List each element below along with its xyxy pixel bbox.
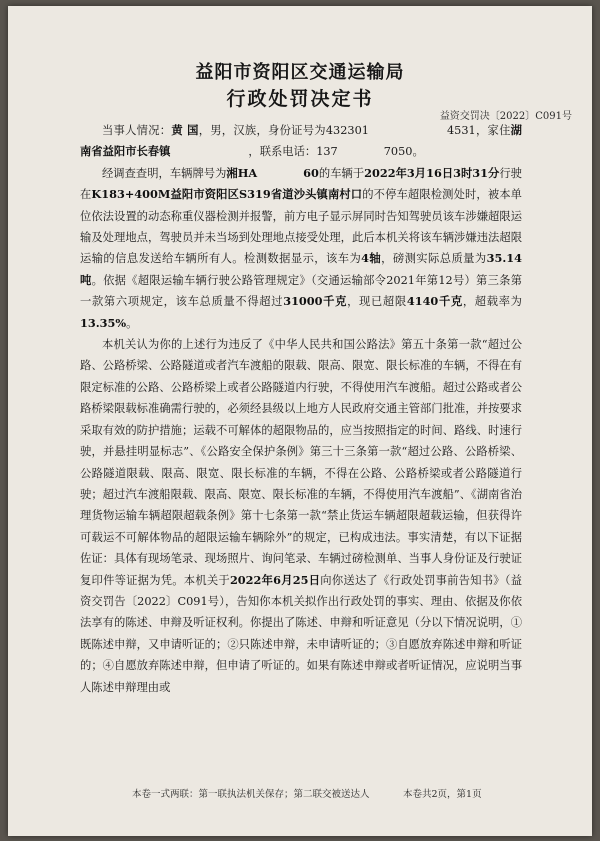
phone-start: 137 <box>316 145 338 159</box>
plate-number-end: 60 <box>303 165 319 180</box>
plate-number-start: 湘HA <box>226 165 258 180</box>
copies-note: 本卷一式两联：第一联执法机关保存；第二联交被送达人 <box>132 789 370 800</box>
facts-paragraph: 经调查查明，车辆牌号为湘HA 60的车辆于2022年3月16日3时31分行驶在K183+400M益阳市资阳区S319省道沙头镇南村口的不停车超限检测处时，被本单位依法设置的动态称重仪器检测并报警，前方电子显示屏同时告知驾驶员该车涉嫌超限运输及处理地点，驾驶员并未当场到处理地点接受处理，此后本机关将该车辆涉嫌违法超限运输的信息发送给车辆所有人。检测数据显示，该车为4轴，磅测实际总质量为35.14吨。依据《超限运输车辆行驶公路管理规定》（交通运输部令2021年第12号）第三条第一款第六项规定，该车总质量不得超过31000千克，现已超限4140千克，超载率为13.35%。 <box>80 165 522 330</box>
party-address: 湖南省益阳市长春镇 <box>80 123 522 159</box>
doc-number: 益资交罚决〔2022〕C091号 <box>439 111 572 122</box>
axle-count: 4轴 <box>361 251 382 266</box>
id-number-start: 432301 <box>325 124 369 137</box>
mass-limit: 31000千克 <box>283 294 348 309</box>
document-body <box>80 120 522 698</box>
party-name: 黄 国 <box>171 123 199 137</box>
legal-basis-paragraph: 本机关认为你的上述行为违反了《中华人民共和国公路法》第五十条第一款“超过公路、公路桥梁、公路隧道或者汽车渡船的限载、限高、限宽、限长标准的车辆，不得在有限定标准的公路、公路桥梁上或者公路隧道内行驶，不得使用汽车渡船。超过公路或者公路桥梁限载标准确需行驶的，必须经县级以上地方人民政府交通主管部门批准，并按要求采取有效的防护措施；运载不可解体的超限物品的，应当按照指定的时间、路线、时速行驶，并悬挂明显标志”、《公路安全保护条例》第三十三条第一款“超过公路、公路桥梁、公路隧道限载、限高、限宽、限长标准的车辆，不得在公路、公路桥梁或者公路隧道行驶；超过汽车渡船限载、限高、限宽、限长标准的车辆，不得使用汽车渡船”、《湖南省治理货物运输车辆超限超载条例》第十七条第一款“禁止货运车辆超限超载运输，但获得许可载运不可解体物品的超限运输车辆除外”的规定，已构成违法。事实清楚，有以下证据佐证：具体有现场笔录、现场照片、询问笔录、车辆过磅检测单、当事人身份证及行驶证复印件等证据为凭。本机关于2022年6月25日向你送达了《行政处罚事前告知书》（益资交罚告〔2022〕C091号），告知你本机关拟作出行政处罚的事实、理由、依据及你依法享有的陈述、申辩及听证权利。你提出了陈述、申辩和听证意见（分以下情况说明，①既陈述申辩，又申请听证的；②只陈述申辩，未申请听证的；③自愿放弃陈述申辩和听证的；④自愿放弃陈述申辩，但申请了听证的。如果有陈述申辩或者听证情况，应说明当事人陈述申辩理由或 <box>80 338 522 694</box>
page-number: 本卷共2页，第1页 <box>403 789 482 800</box>
phone-end: 7050 <box>383 145 413 159</box>
violation-place: K183+400M益阳市资阳区S319省道沙头镇南村口 <box>91 187 363 202</box>
measured-mass: 35.14吨 <box>80 251 522 287</box>
doc-title: 行政处罚决定书 <box>226 88 374 110</box>
org-title: 益阳市资阳区交通运输局 <box>195 62 405 83</box>
overload-rate: 13.35% <box>80 315 127 330</box>
violation-date: 2022年3月16日3时31分 <box>364 165 500 180</box>
notice-date: 2022年6月25日 <box>229 572 321 587</box>
party-paragraph: 当事人情况：黄 国，男，汉族，身份证号为432301 4531，家住湖南省益阳市长春镇 ，联系电话：137 7050。 <box>80 123 522 159</box>
overload-amount: 4140千克 <box>406 294 463 309</box>
id-number-end: 4531 <box>446 124 476 137</box>
